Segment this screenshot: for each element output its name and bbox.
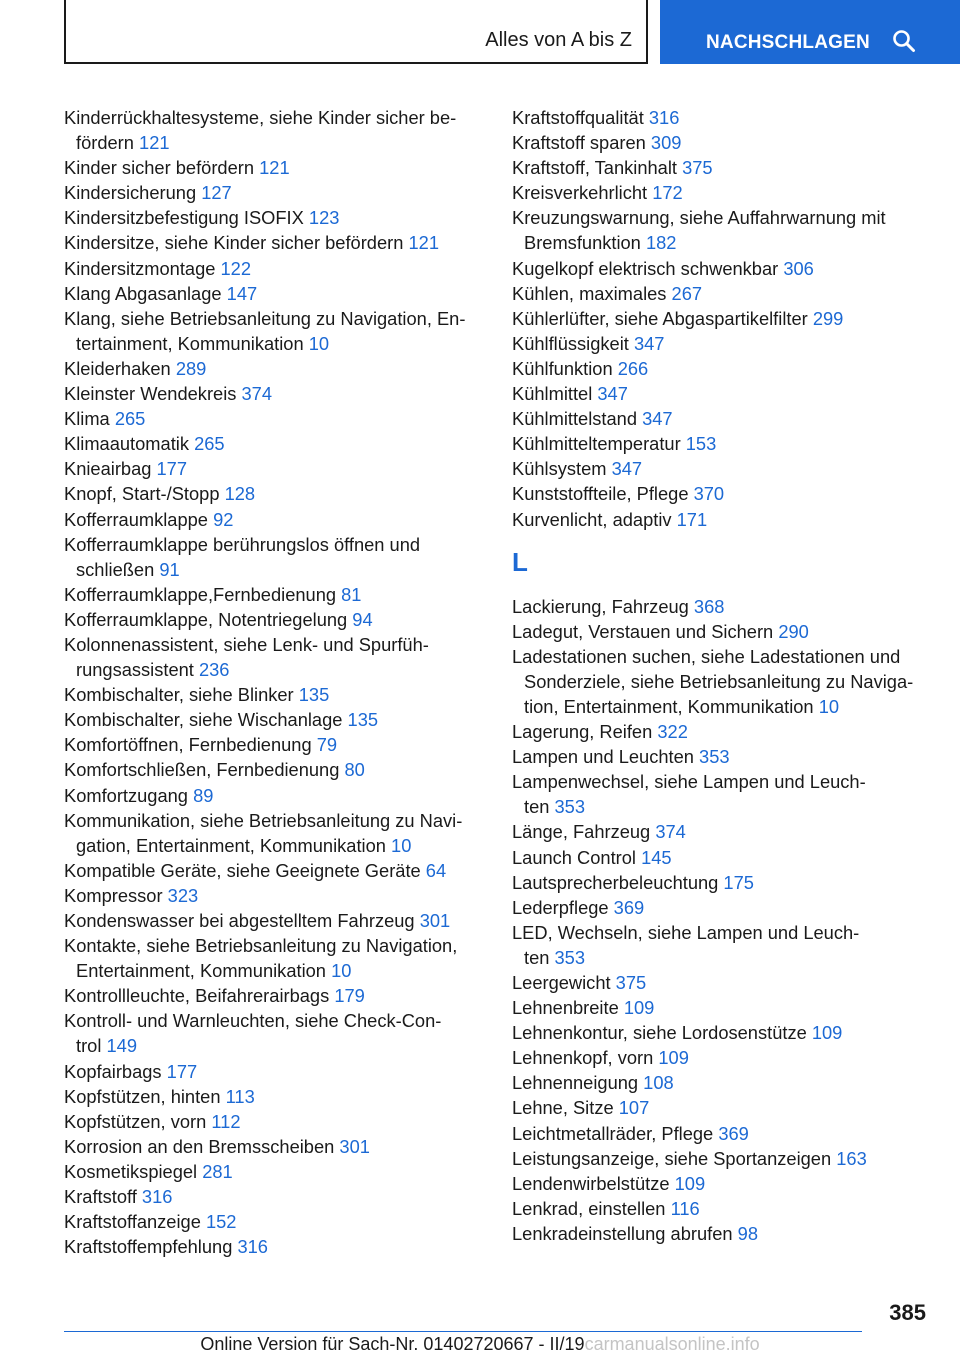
page-link[interactable]: 370 <box>693 483 725 505</box>
index-entry <box>512 1095 932 1120</box>
page-link[interactable]: 80 <box>344 759 365 781</box>
index-entry-text: Kombischalter, siehe Blinker <box>64 684 294 706</box>
index-entry-text: Kühlmittelstand <box>512 408 637 430</box>
index-entry <box>512 744 932 769</box>
index-entry <box>512 381 932 406</box>
index-entry <box>512 845 932 870</box>
index-entry-text: Kraftstoff <box>64 1186 137 1208</box>
page-link[interactable]: 153 <box>685 433 717 455</box>
index-entry <box>64 230 479 255</box>
index-entry-text: Kolonnenassistent, siehe Lenk- und Spurfüh- <box>64 633 429 655</box>
index-entry <box>512 594 932 619</box>
index-entry-text: Lautsprecherbeleuchtung <box>512 871 719 893</box>
search-icon[interactable] <box>892 29 916 53</box>
tab-nachschlagen[interactable] <box>660 0 960 64</box>
page-link[interactable]: 109 <box>658 1047 689 1069</box>
index-entry <box>512 995 932 1020</box>
index-entry <box>512 1221 932 1246</box>
page-link[interactable]: 91 <box>159 558 180 580</box>
page-link[interactable]: 322 <box>657 721 688 743</box>
index-entry-text: Kontrollleuchte, Beifahrerairbags <box>64 985 330 1007</box>
index-entry <box>64 707 479 732</box>
page-link[interactable]: 98 <box>737 1222 758 1244</box>
page-link[interactable]: 89 <box>193 784 214 806</box>
page-link[interactable]: 10 <box>308 332 330 354</box>
index-entry <box>64 456 479 481</box>
index-entry-text: Leistungsanzeige, siehe Sportanzeigen <box>512 1147 832 1169</box>
index-entry <box>64 431 479 456</box>
page-link[interactable]: 374 <box>241 383 273 405</box>
index-entry-text: Lehnenkopf, vorn <box>512 1047 654 1069</box>
index-entry <box>512 356 932 381</box>
index-entry-text: Klima <box>64 408 110 430</box>
page-link[interactable]: 369 <box>613 896 645 918</box>
index-entry <box>512 719 932 744</box>
index-entry-text: Kindersitzbefestigung ISOFIX <box>64 207 304 229</box>
index-entry-text: Kombischalter, siehe Wischanlage <box>64 709 343 731</box>
index-entry-text: Knieairbag <box>64 458 152 480</box>
index-entry-text: Kommunikation, siehe Betriebsanleitung zu Navi- <box>64 809 463 831</box>
index-entry-text: Leichtmetallräder, Pflege <box>512 1122 714 1144</box>
index-column-left <box>64 105 479 1259</box>
page-link[interactable]: 266 <box>617 357 649 379</box>
page-link[interactable]: 281 <box>202 1160 233 1182</box>
index-entry <box>64 1234 479 1259</box>
page-link[interactable]: 347 <box>633 332 665 354</box>
index-entry <box>64 883 479 908</box>
index-entry-text: Kraftstoff sparen <box>512 132 646 154</box>
page-link[interactable]: 299 <box>812 307 844 329</box>
index-entry-text: Lampenwechsel, siehe Lampen und Leuch- <box>512 771 866 793</box>
index-entry-text: Kindersitzmontage <box>64 257 216 279</box>
index-entry-text: Kondenswasser bei abgestelltem Fahrzeug <box>64 910 415 931</box>
index-entry-text: Kühlmittel <box>512 383 593 405</box>
index-entry <box>512 431 932 456</box>
index-entry-text: LED, Wechseln, siehe Lampen und Leuch- <box>512 921 860 943</box>
page-link[interactable]: 306 <box>783 257 814 279</box>
index-entry-text: gation, Entertainment, Kommunikation <box>76 834 386 856</box>
tab-nachschlagen-label: NACHSCHLAGEN <box>706 32 870 53</box>
page-link[interactable]: 353 <box>554 946 586 968</box>
page-link[interactable]: 109 <box>674 1172 706 1194</box>
page-link[interactable]: 267 <box>671 282 703 304</box>
page-link[interactable]: 172 <box>652 182 683 204</box>
index-entry <box>64 507 479 532</box>
page-link[interactable]: 147 <box>226 282 258 304</box>
page-link[interactable]: 127 <box>201 182 232 204</box>
index-entry <box>64 933 479 983</box>
page-link[interactable]: 316 <box>648 107 680 128</box>
index-entry-text: Klang, siehe Betriebsanleitung zu Navigation, En- <box>64 307 466 329</box>
index-entry <box>512 769 932 819</box>
index-entry-text: Kugelkopf elektrisch schwenkbar <box>512 257 779 279</box>
index-entry <box>512 130 932 155</box>
index-entry-text: Kompressor <box>64 884 163 906</box>
page-link[interactable]: 112 <box>211 1110 241 1132</box>
page-link[interactable]: 374 <box>655 821 686 843</box>
index-entry <box>512 619 932 644</box>
index-entry-text: Länge, Fahrzeug <box>512 821 651 843</box>
footer <box>0 1334 960 1355</box>
index-entry-text: Kleiderhaken <box>64 357 171 379</box>
index-entry-text: Kühlerlüfter, siehe Abgaspartikelfilter <box>512 307 808 329</box>
index-entry-text: Lehnenbreite <box>512 997 619 1019</box>
index-group-l <box>512 594 932 1246</box>
index-entry <box>512 870 932 895</box>
index-entry-text: Kreisverkehrlicht <box>512 182 648 204</box>
section-letter: L <box>512 546 528 577</box>
index-entry <box>64 783 479 808</box>
page-link[interactable]: 163 <box>836 1147 867 1169</box>
index-entry-text: Entertainment, Kommunikation <box>76 960 326 982</box>
page-link[interactable]: 10 <box>331 960 352 982</box>
page-link[interactable]: 171 <box>676 508 708 530</box>
index-entry <box>512 970 932 995</box>
index-entry <box>512 306 932 331</box>
index-entry-text: Kindersitze, siehe Kinder sicher befördern <box>64 232 404 254</box>
page-link[interactable]: 289 <box>175 357 207 379</box>
index-entry-text: Kopfstützen, vorn <box>64 1110 207 1132</box>
index-entry-text: Lackierung, Fahrzeug <box>512 595 689 617</box>
index-entry-text: Kompatible Geräte, siehe Geeignete Geräte <box>64 859 421 881</box>
page-link[interactable]: 94 <box>352 608 373 630</box>
index-entry-text: Lenkradeinstellung abrufen <box>512 1222 733 1244</box>
index-entry <box>512 205 932 255</box>
index-entry <box>64 1159 479 1184</box>
footer-text: Online Version für Sach-Nr. 01402720667 - II/19 <box>200 1334 585 1354</box>
page-link[interactable]: 121 <box>259 157 290 179</box>
index-entry-text: Kinderrückhaltesysteme, siehe Kinder sicher be- <box>64 107 457 128</box>
index-entry-text: Kontroll- und Warnleuchten, siehe Check-Con- <box>64 1010 442 1032</box>
page-link[interactable]: 109 <box>623 997 655 1019</box>
page-link[interactable]: 10 <box>818 695 840 717</box>
page-link[interactable]: 107 <box>618 1097 650 1119</box>
page-link[interactable]: 182 <box>645 232 677 254</box>
index-entry-text: Korrosion an den Bremsscheiben <box>64 1135 335 1157</box>
index-entry <box>64 632 479 682</box>
index-entry-text: Kofferraumklappe,Fernbedienung <box>64 583 337 605</box>
index-entry <box>64 1059 479 1084</box>
page-link[interactable]: 353 <box>554 796 586 818</box>
section-title: Alles von A bis Z <box>485 29 632 51</box>
page-link[interactable]: 347 <box>597 383 628 405</box>
index-entry <box>64 205 479 230</box>
index-group-k <box>512 105 932 532</box>
page-link[interactable]: 301 <box>419 910 451 931</box>
index-entry <box>512 406 932 431</box>
index-entry-text: rungsassistent <box>76 659 194 681</box>
index-entry-text: Komfortzugang <box>64 784 188 806</box>
index-entry <box>512 1196 932 1221</box>
page-link[interactable]: 128 <box>224 483 256 505</box>
index-entry <box>64 808 479 858</box>
index-entry <box>64 356 479 381</box>
index-entry <box>512 1121 932 1146</box>
index-entry <box>512 1070 932 1095</box>
page-link[interactable]: 347 <box>611 458 643 480</box>
page-link[interactable]: 145 <box>641 846 672 868</box>
index-entry-text: Kraftstoffqualität <box>512 107 644 128</box>
index-entry <box>64 1109 479 1134</box>
page-link[interactable]: 179 <box>334 985 365 1007</box>
page-link[interactable]: 323 <box>167 884 199 906</box>
index-entry-text: Komfortschließen, Fernbedienung <box>64 759 340 781</box>
index-entry <box>512 180 932 205</box>
page-link[interactable]: 108 <box>643 1072 674 1094</box>
index-entry-text: Kleinster Wendekreis <box>64 383 237 405</box>
page-link[interactable]: 79 <box>316 734 338 756</box>
index-entry <box>512 1146 932 1171</box>
index-entry-text: Lehnenneigung <box>512 1072 639 1094</box>
index-entry-text: schließen <box>76 558 155 580</box>
page-link[interactable]: 309 <box>650 132 682 154</box>
index-entry-text: tertainment, Kommunikation <box>76 332 304 354</box>
index-entry-text: Kühlsystem <box>512 458 607 480</box>
index-entry-text: Kinder sicher befördern <box>64 157 255 179</box>
index-entry-text: Bremsfunktion <box>524 232 641 254</box>
index-entry-text: Klang Abgasanlage <box>64 282 222 304</box>
index-entry-text: Kühlfunktion <box>512 357 613 379</box>
page-link[interactable]: 109 <box>811 1022 843 1044</box>
index-entry-text: trol <box>76 1035 102 1057</box>
index-entry-text: Klimaautomatik <box>64 433 189 455</box>
index-entry <box>512 1020 932 1045</box>
index-entry-text: Kofferraumklappe, Notentriegelung <box>64 608 348 630</box>
index-entry <box>64 180 479 205</box>
index-entry-text: Komfortöffnen, Fernbedienung <box>64 734 312 756</box>
index-entry <box>64 1008 479 1058</box>
page-link[interactable]: 113 <box>225 1085 255 1107</box>
index-entry <box>64 858 479 883</box>
index-entry <box>64 306 479 356</box>
index-entry <box>512 105 932 130</box>
index-entry <box>512 819 932 844</box>
page-link[interactable]: 121 <box>139 132 170 154</box>
index-entry-text: Kühlflüssigkeit <box>512 332 629 354</box>
page-link[interactable]: 353 <box>699 746 730 768</box>
index-entry <box>64 155 479 180</box>
index-entry-text: Lenkrad, einstellen <box>512 1197 666 1219</box>
index-entry <box>64 682 479 707</box>
page-link[interactable]: 375 <box>615 972 647 993</box>
index-entry-text: ten <box>524 946 550 968</box>
index-entry <box>512 895 932 920</box>
index-entry-text: Kühlmitteltemperatur <box>512 433 681 455</box>
index-entry <box>512 507 932 532</box>
index-entry-text: Leergewicht <box>512 972 611 993</box>
page-link[interactable]: 152 <box>205 1211 237 1233</box>
footer-divider <box>64 1331 862 1332</box>
index-entry-text: Kraftstoffanzeige <box>64 1211 201 1233</box>
page-link[interactable]: 64 <box>425 859 447 881</box>
index-entry <box>64 607 479 632</box>
index-entry-text: Lendenwirbelstütze <box>512 1172 670 1194</box>
page-link[interactable]: 92 <box>213 508 234 530</box>
index-entry-text: Ladestationen suchen, siehe Ladestationen und <box>512 645 901 667</box>
index-entry-text: Kopfstützen, hinten <box>64 1085 221 1107</box>
index-entry <box>64 1134 479 1159</box>
page-link[interactable]: 236 <box>198 659 230 681</box>
page-link[interactable]: 368 <box>693 595 725 617</box>
page-link[interactable]: 81 <box>341 583 362 605</box>
index-entry <box>512 256 932 281</box>
index-entry <box>512 456 932 481</box>
index-entry <box>512 155 932 180</box>
index-entry-text: Kreuzungswarnung, siehe Auffahrwarnung mit <box>512 207 886 229</box>
page-link[interactable]: 316 <box>141 1186 173 1208</box>
index-entry <box>64 281 479 306</box>
index-entry <box>64 406 479 431</box>
page-link[interactable]: 149 <box>106 1035 138 1057</box>
index-entry-text: Lehne, Sitze <box>512 1097 614 1119</box>
index-entry-text: Lampen und Leuchten <box>512 746 694 768</box>
index-entry <box>64 983 479 1008</box>
page-link[interactable]: 265 <box>194 433 225 455</box>
index-entry <box>512 920 932 970</box>
watermark-text: carmanualsonline.info <box>584 1334 760 1354</box>
page-link[interactable]: 135 <box>347 709 379 731</box>
page-link[interactable]: 122 <box>220 257 252 279</box>
index-entry-text: Kraftstoff, Tankinhalt <box>512 157 677 179</box>
index-entry <box>64 532 479 582</box>
index-entry <box>64 1209 479 1234</box>
index-entry-text: Lederpflege <box>512 896 609 918</box>
index-entry <box>64 908 479 933</box>
index-entry <box>512 481 932 506</box>
page-link[interactable]: 265 <box>114 408 146 430</box>
page-number: 385 <box>889 1300 926 1325</box>
page-link[interactable]: 175 <box>723 871 754 893</box>
page-link[interactable]: 301 <box>339 1135 370 1157</box>
index-entry-text: Kofferraumklappe berührungslos öffnen und <box>64 533 421 555</box>
index-entry-text: Kindersicherung <box>64 182 197 204</box>
page-link[interactable]: 177 <box>166 1060 198 1082</box>
index-entry-text: Ladegut, Verstauen und Sichern <box>512 620 774 642</box>
index-entry <box>64 105 479 155</box>
index-entry <box>512 331 932 356</box>
index-entry <box>512 281 932 306</box>
page-link[interactable]: 123 <box>308 207 340 229</box>
index-entry-text: Kopfairbags <box>64 1060 162 1082</box>
index-column-right <box>512 105 932 1246</box>
page-link[interactable]: 10 <box>391 834 412 856</box>
index-entry-text: Kontakte, siehe Betriebsanleitung zu Navigation, <box>64 935 458 957</box>
page-link[interactable]: 347 <box>642 408 673 430</box>
index-entry-text: Lagerung, Reifen <box>512 721 653 743</box>
index-entry <box>64 256 479 281</box>
index-entry-text: fördern <box>76 132 134 154</box>
index-entry-text: Kraftstoffempfehlung <box>64 1236 233 1258</box>
page-link[interactable]: 121 <box>408 232 440 254</box>
index-entry-text: tion, Entertainment, Kommunikation <box>524 695 814 717</box>
index-entry-text: Launch Control <box>512 846 636 868</box>
index-entry <box>64 582 479 607</box>
index-entry <box>64 481 479 506</box>
index-entry-text: Kurvenlicht, adaptiv <box>512 508 672 530</box>
index-entry-text: Kunststoffteile, Pflege <box>512 483 689 505</box>
page-link[interactable]: 135 <box>298 684 330 706</box>
index-entry <box>64 732 479 757</box>
index-entry <box>512 644 932 719</box>
page-link[interactable]: 116 <box>670 1197 700 1219</box>
index-entry-text: Lehnenkontur, siehe Lordosenstütze <box>512 1022 807 1044</box>
index-entry <box>64 1084 479 1109</box>
index-entry-text: ten <box>524 796 550 818</box>
section-header <box>64 0 648 64</box>
page-link[interactable]: 369 <box>718 1122 749 1144</box>
index-entry-text: Kühlen, maximales <box>512 282 667 304</box>
index-entry-text: Kosmetikspiegel <box>64 1160 198 1182</box>
index-entry <box>64 1184 479 1209</box>
index-entry <box>64 381 479 406</box>
index-entry-text: Kofferraumklappe <box>64 508 208 530</box>
index-entry-text: Knopf, Start-/Stopp <box>64 483 220 505</box>
index-entry-text: Sonderziele, siehe Betriebsanleitung zu Naviga- <box>524 670 914 692</box>
page-link[interactable]: 177 <box>156 458 188 480</box>
page-link[interactable]: 375 <box>682 157 713 179</box>
page-link[interactable]: 290 <box>778 620 809 642</box>
page-link[interactable]: 316 <box>237 1236 268 1258</box>
index-entry <box>512 1171 932 1196</box>
index-entry <box>64 757 479 782</box>
index-entry <box>512 1045 932 1070</box>
